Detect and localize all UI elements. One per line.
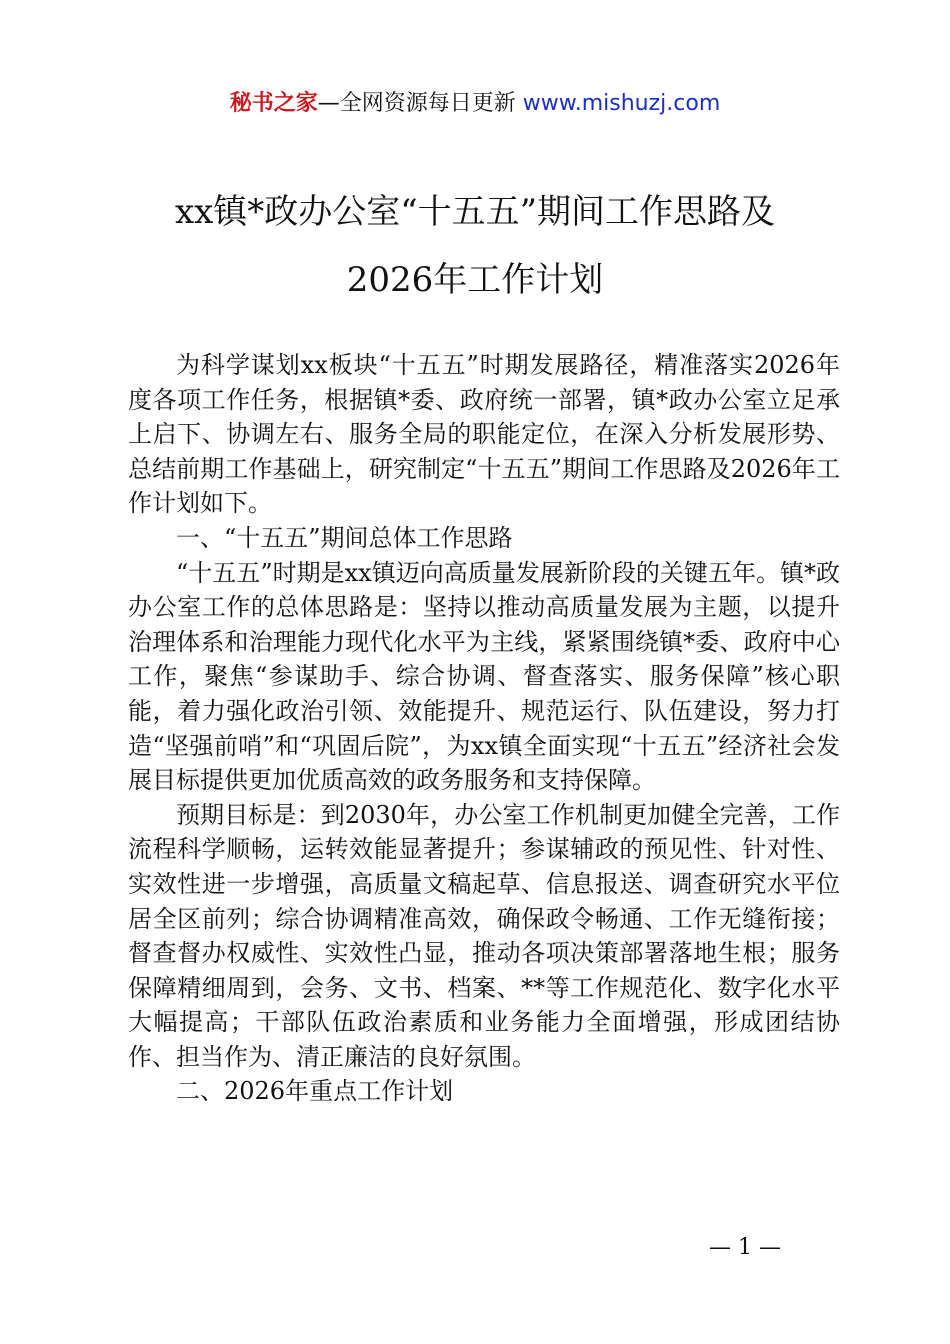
section-heading-2: 二、2026年重点工作计划 (176, 1077, 454, 1106)
document-title-line-2: 2026年工作计划 (346, 260, 604, 300)
document-body (128, 348, 840, 1109)
document-title-line-1: xx镇*政办公室“十五五”期间工作思路及 (174, 192, 776, 232)
site-watermark-header (0, 88, 950, 120)
expected-goals-paragraph: 预期目标是：到2030年，办公室工作机制更加健全完善，工作流程科学顺畅，运转效能显著提升；参谋辅政的预见性、针对性、实效性进一步增强，高质量文稿起草、信息报送、调查研究水平位居全区前列；综合协调精准高效，确保政令畅通、工作无缝衔接；督查督办权威性、实效性凸显，推动各项决策部署落地生根；服务保障精细周到，会务、文书、档案、**等工作规范化、数字化水平大幅提高；干部队伍政治素质和业务能力全面增强，形成团结协作、担当作为、清正廉洁的良好氛围。 (128, 800, 840, 1071)
brand-slogan: —全网资源每日更新 (317, 91, 516, 116)
site-url: www.mishuzj.com (522, 91, 721, 116)
overall-approach-paragraph: “十五五”时期是xx镇迈向高质量发展新阶段的关键五年。镇*政办公室工作的总体思路是：坚持以推动高质量发展为主题，以提升治理体系和治理能力现代化水平为主线，紧紧围绕镇*委、政府中心工作，聚焦“参谋助手、综合协调、督查落实、服务保障”核心职能，着力强化政治引领、效能提升、规范运行、队伍建设，努力打造“坚强前哨”和“巩固后院”，为xx镇全面实现“十五五”经济社会发展目标提供更加优质高效的政务服务和支持保障。 (128, 558, 840, 795)
section-heading-1: 一、“十五五”期间总体工作思路 (176, 523, 513, 552)
brand-name: 秘书之家 (229, 91, 318, 116)
intro-paragraph: 为科学谋划xx板块“十五五”时期发展路径，精准落实2026年度各项工作任务，根据镇*委、政府统一部署，镇*政办公室立足承上启下、协调左右、服务全局的职能定位，在深入分析发展形势、总结前期工作基础上，研究制定“十五五”期间工作思路及2026年工作计划如下。 (128, 351, 840, 518)
page-number: — 1 — (709, 1235, 781, 1260)
